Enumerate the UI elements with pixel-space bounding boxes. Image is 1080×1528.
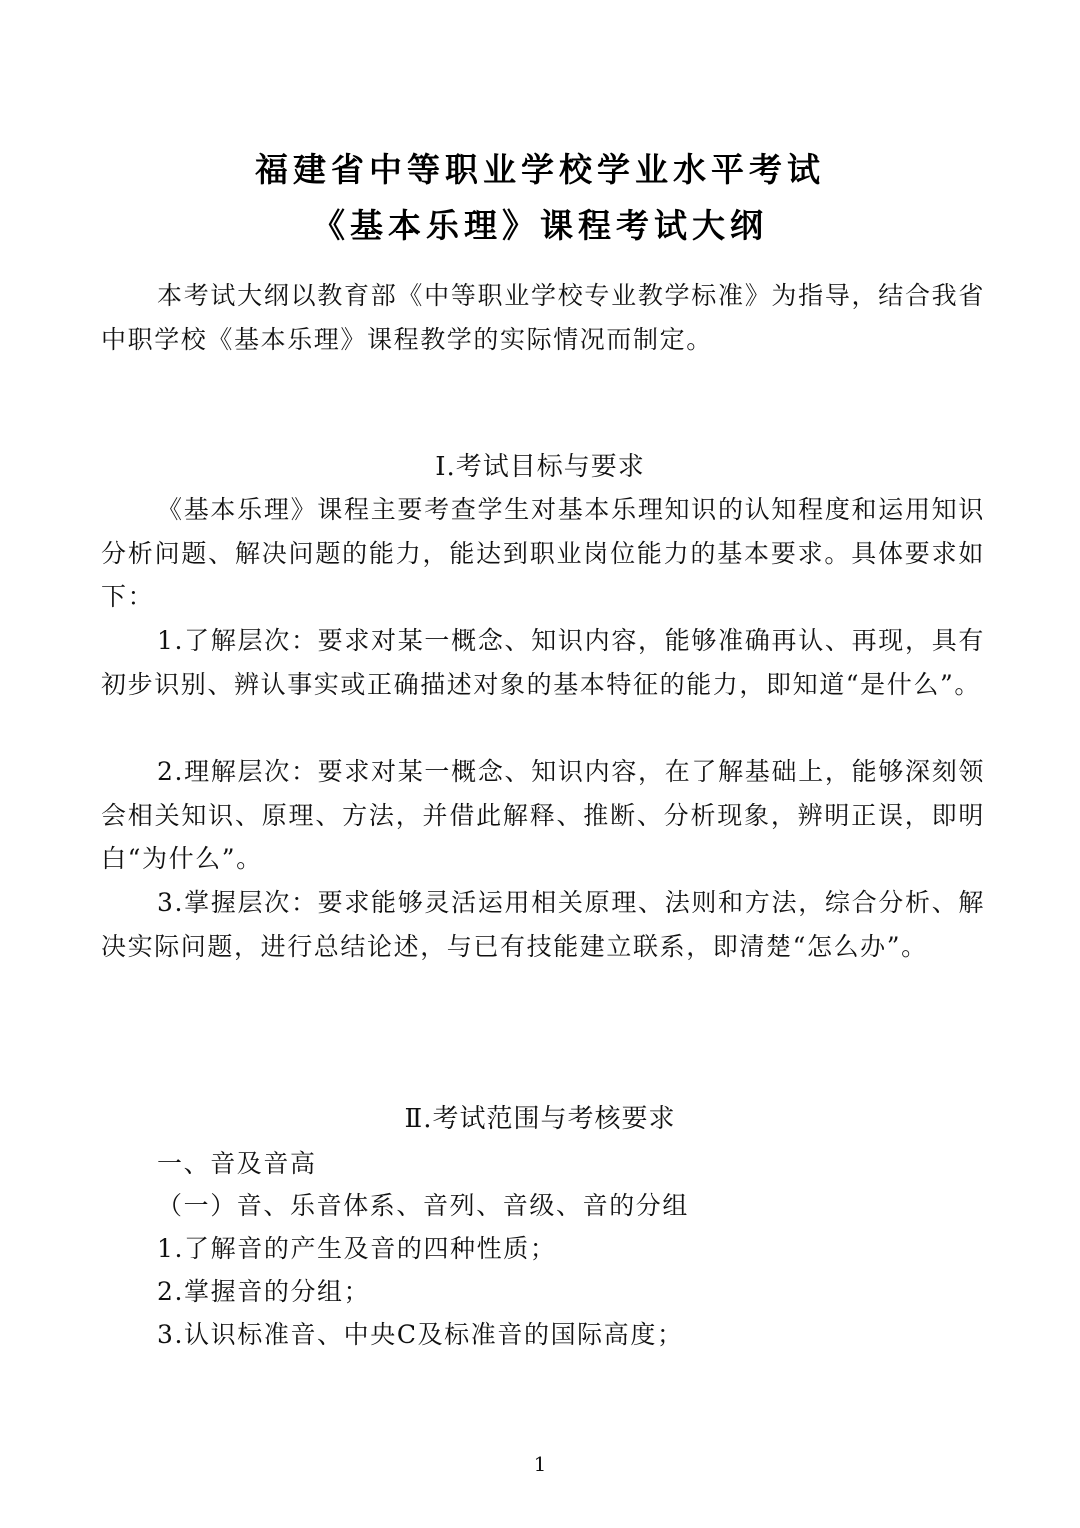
section-1-heading: Ⅰ.考试目标与要求 — [435, 452, 645, 482]
document-title-line-1: 福建省中等职业学校学业水平考试 — [255, 150, 825, 189]
subsection-heading: 一、音及音高 — [157, 1149, 317, 1178]
intro-paragraph: 本考试大纲以教育部《中等职业学校专业教学标准》为指导，结合我省中职学校《基本乐理》课程教学的实际情况而制定。 — [101, 281, 985, 354]
requirement-item-1: 1.了解层次：要求对某一概念、知识内容，能够准确再认、再现，具有初步识别、辨认事实或正确描述对象的基本特征的能力，即知道“是什么”。 — [101, 626, 985, 699]
scope-item-2: 2.掌握音的分组； — [157, 1277, 371, 1306]
page-number: 1 — [533, 1452, 547, 1476]
requirement-item-2: 2.理解层次：要求对某一概念、知识内容，在了解基础上，能够深刻领会相关知识、原理、方法，并借此解释、推断、分析现象，辨明正误，即明白“为什么”。 — [101, 757, 985, 874]
section-2-heading: Ⅱ.考试范围与考核要求 — [404, 1104, 676, 1134]
requirement-item-3: 3.掌握层次：要求能够灵活运用相关原理、法则和方法，综合分析、解决实际问题，进行总结论述，与已有技能建立联系，即清楚“怎么办”。 — [101, 888, 985, 961]
scope-item-1: 1.了解音的产生及音的四种性质； — [157, 1234, 557, 1263]
document-title-line-2: 《基本乐理》课程考试大纲 — [312, 206, 768, 245]
section-1-paragraph: 《基本乐理》课程主要考查学生对基本乐理知识的认知程度和运用知识分析问题、解决问题的能力，能达到职业岗位能力的基本要求。具体要求如下： — [101, 495, 985, 612]
subsubsection-heading: （一）音、乐音体系、音列、音级、音的分组 — [157, 1191, 690, 1220]
scope-item-3: 3.认识标准音、中央C及标准音的国际高度； — [157, 1320, 684, 1349]
